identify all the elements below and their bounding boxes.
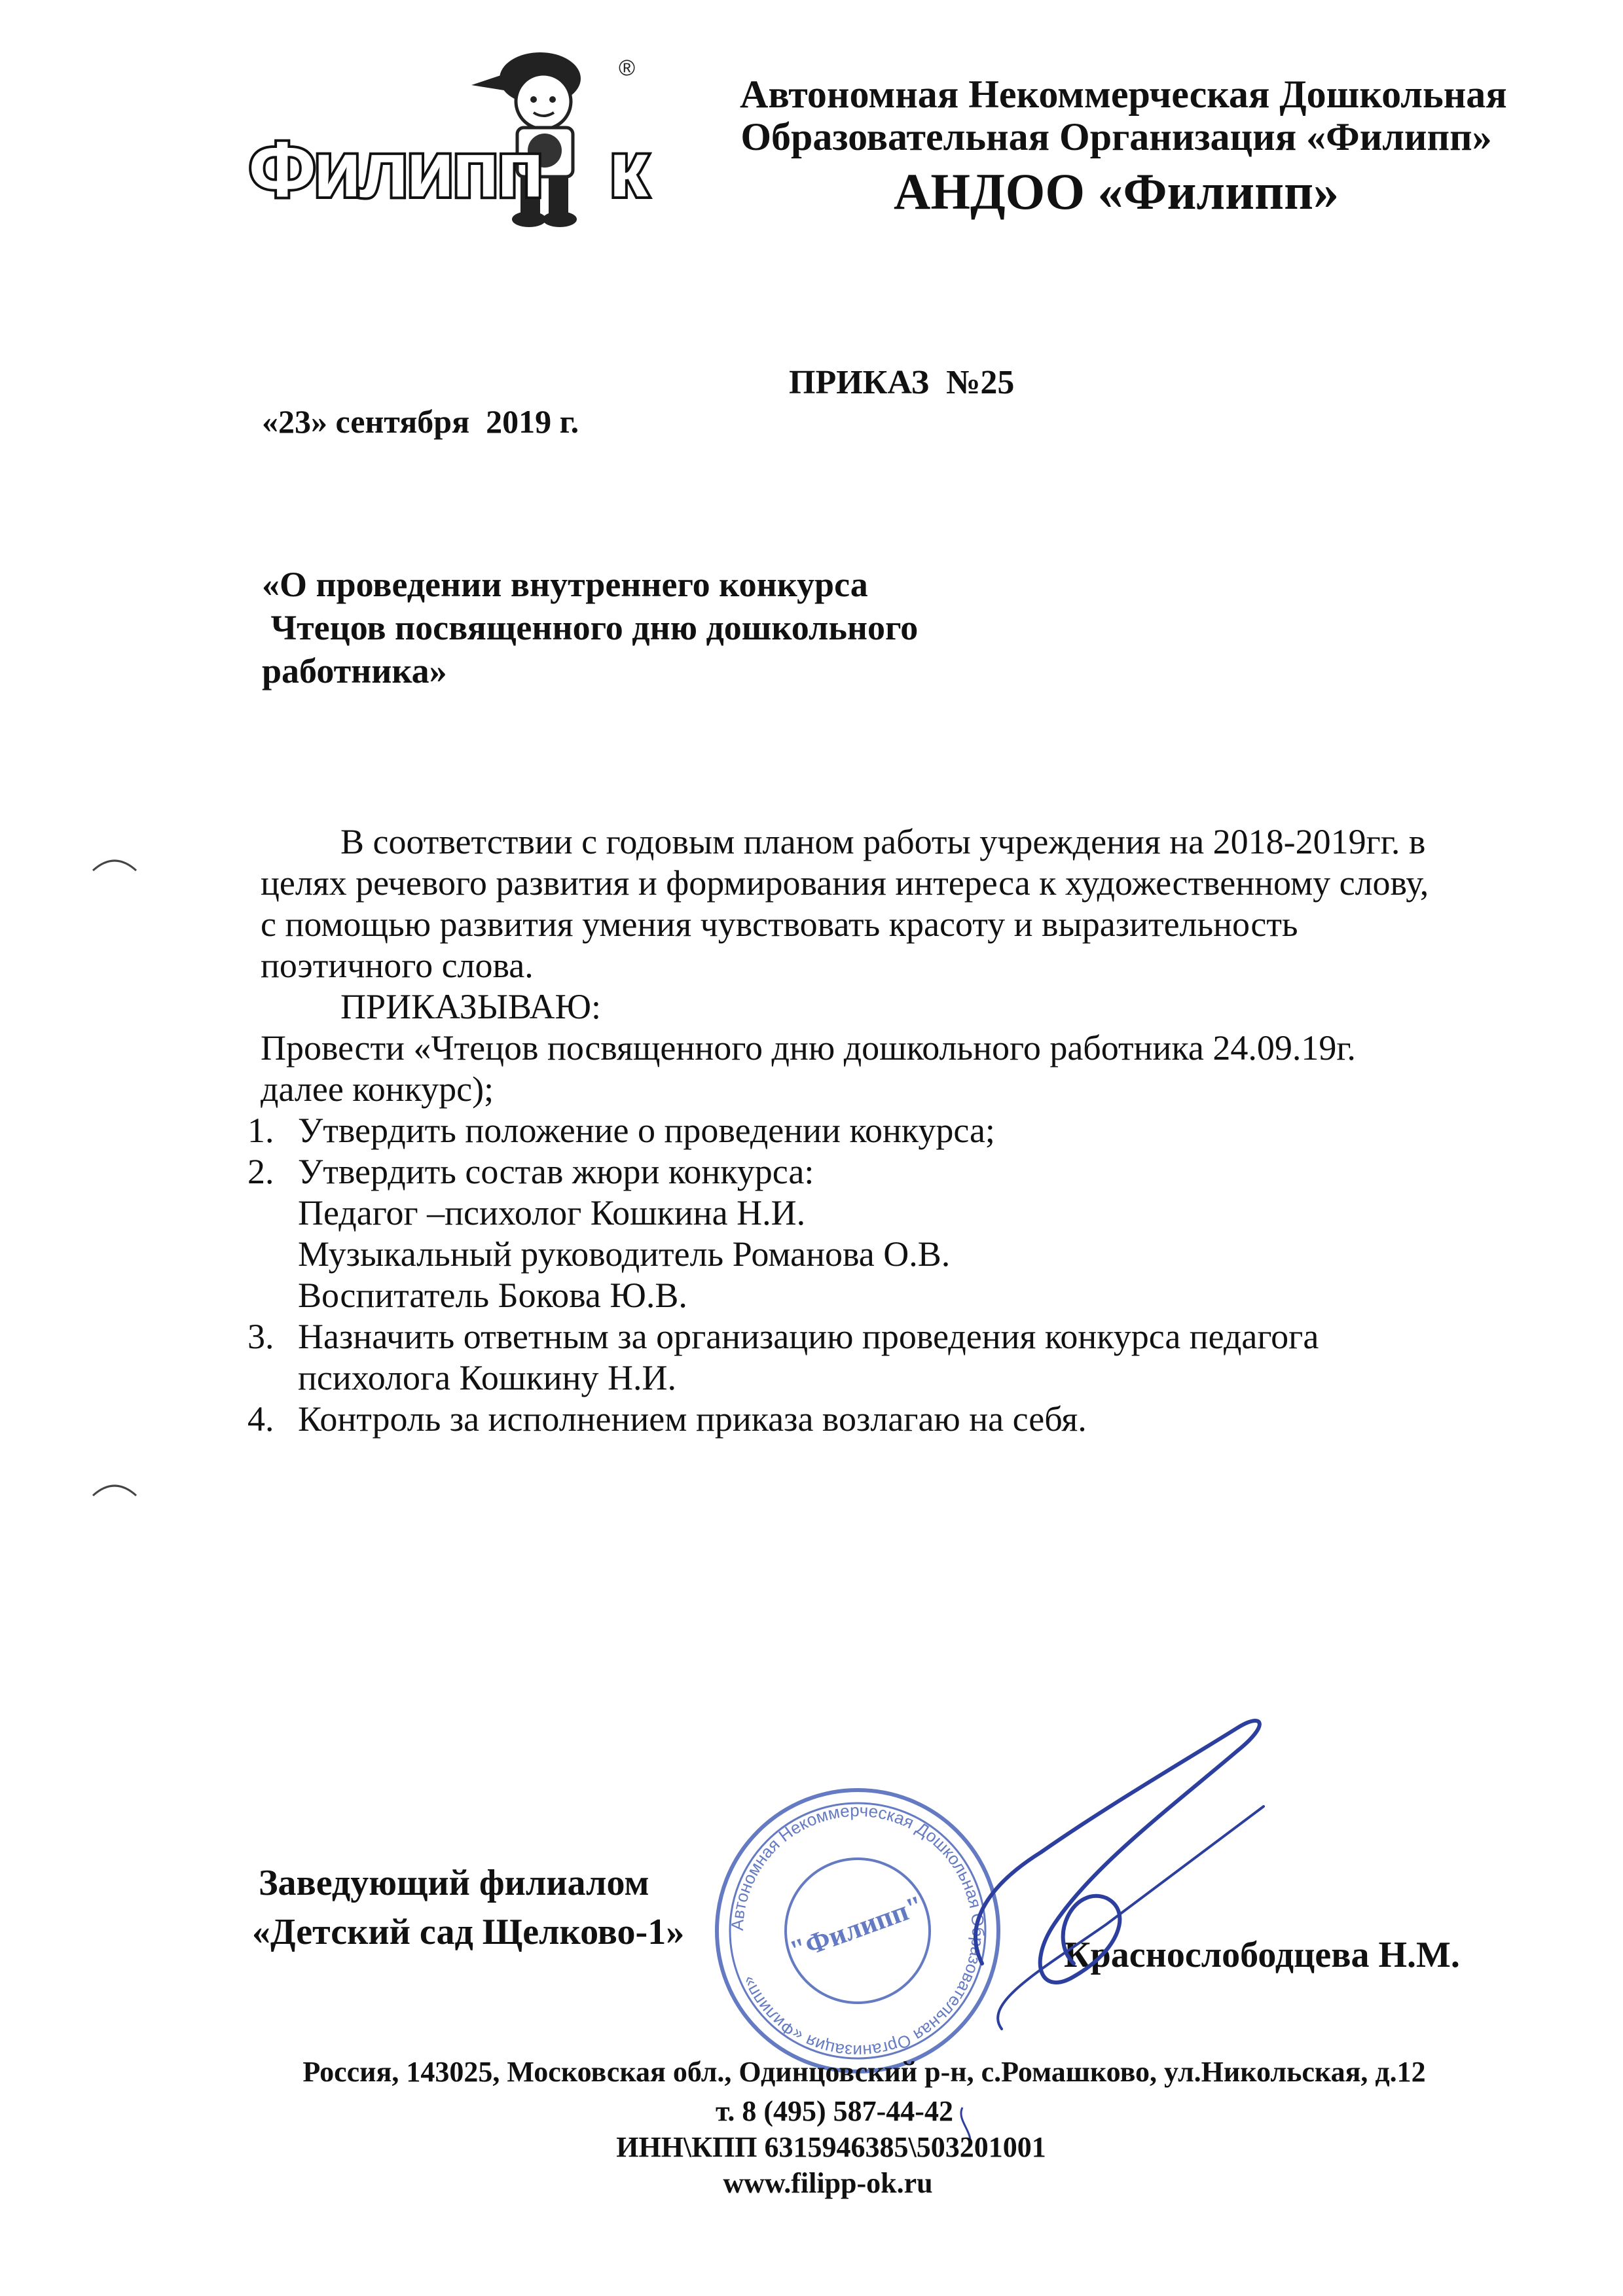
body-line: поэтичного слова.	[261, 946, 534, 985]
body-line: В соответствии с годовым планом работы учреждения на 2018-2019гг. в	[340, 822, 1426, 861]
list-item: Назначить ответным за организацию проведения конкурса педагога	[298, 1317, 1319, 1356]
list-number: 2.	[247, 1152, 274, 1191]
philippok-logo	[242, 39, 668, 229]
jury-member: Воспитатель Бокова Ю.В.	[298, 1276, 687, 1315]
list-item-continuation: психолога Кошкину Н.И.	[298, 1358, 676, 1397]
footer-website[interactable]: www.filipp-ok.ru	[723, 2167, 933, 2199]
body-line: с помощью развития умения чувствовать красоту и выразительность	[261, 905, 1298, 944]
subject-line: «О проведении внутреннего конкурса	[262, 565, 868, 604]
order-word: ПРИКАЗЫВАЮ:	[340, 987, 601, 1026]
signer-position: Заведующий филиалом	[259, 1863, 649, 1903]
registered-mark: ®	[619, 56, 636, 81]
body-line: далее конкурс);	[261, 1069, 494, 1109]
list-number: 4.	[247, 1399, 274, 1439]
footer-address: Россия, 143025, Московская обл., Одинцовский р-н, с.Ромашково, ул.Никольская, д.12	[302, 2056, 1426, 2088]
logo-text: Филипп	[249, 126, 542, 213]
subject-line: Чтецов посвященного дню дошкольного	[262, 608, 919, 647]
body-line: Провести «Чтецов посвященного дню дошкольного работника 24.09.19г.	[261, 1028, 1356, 1067]
stamp-ring-text: Автономная Некоммерческая Дошкольная Образовательная Организация «Филипп»	[727, 1800, 989, 2062]
footer-inn: ИНН\КПП 6315946385\503201001	[616, 2131, 1046, 2163]
jury-member: Музыкальный руководитель Романова О.В.	[298, 1234, 951, 1274]
order-subject	[262, 563, 918, 692]
list-number: 3.	[247, 1317, 274, 1356]
subject-line: работника»	[262, 651, 447, 691]
list-item: Утвердить положение о проведении конкурса;	[298, 1111, 995, 1150]
org-name-line1: Автономная Некоммерческая Дошкольная	[740, 73, 1507, 116]
list-item: Контроль за исполнением приказа возлагаю на себя.	[298, 1399, 1087, 1439]
list-item: Утвердить состав жюри конкурса:	[298, 1152, 814, 1191]
body-line: целях речевого развития и формирования интереса к художественному слову,	[261, 863, 1429, 903]
order-title: ПРИКАЗ №25	[789, 364, 1015, 401]
signer-branch: «Детский сад Щелково-1»	[252, 1912, 685, 1952]
signer-name: Краснослободцева Н.М.	[1064, 1935, 1460, 1975]
footer-phone: т. 8 (495) 587-44-42	[716, 2095, 953, 2127]
org-short-name: АНДОО «Филипп»	[893, 163, 1340, 220]
svg-text:к: к	[609, 126, 649, 213]
punch-hole-mark	[92, 851, 137, 877]
punch-hole-mark	[92, 1476, 137, 1502]
order-date: «23» сентября 2019 г.	[262, 403, 579, 440]
jury-member: Педагог –психолог Кошкина Н.И.	[298, 1193, 806, 1232]
org-name-line2: Образовательная Организация «Филипп»	[740, 115, 1492, 158]
list-number: 1.	[247, 1111, 274, 1150]
svg-text:"Филипп": "Филипп"	[786, 1889, 928, 1967]
